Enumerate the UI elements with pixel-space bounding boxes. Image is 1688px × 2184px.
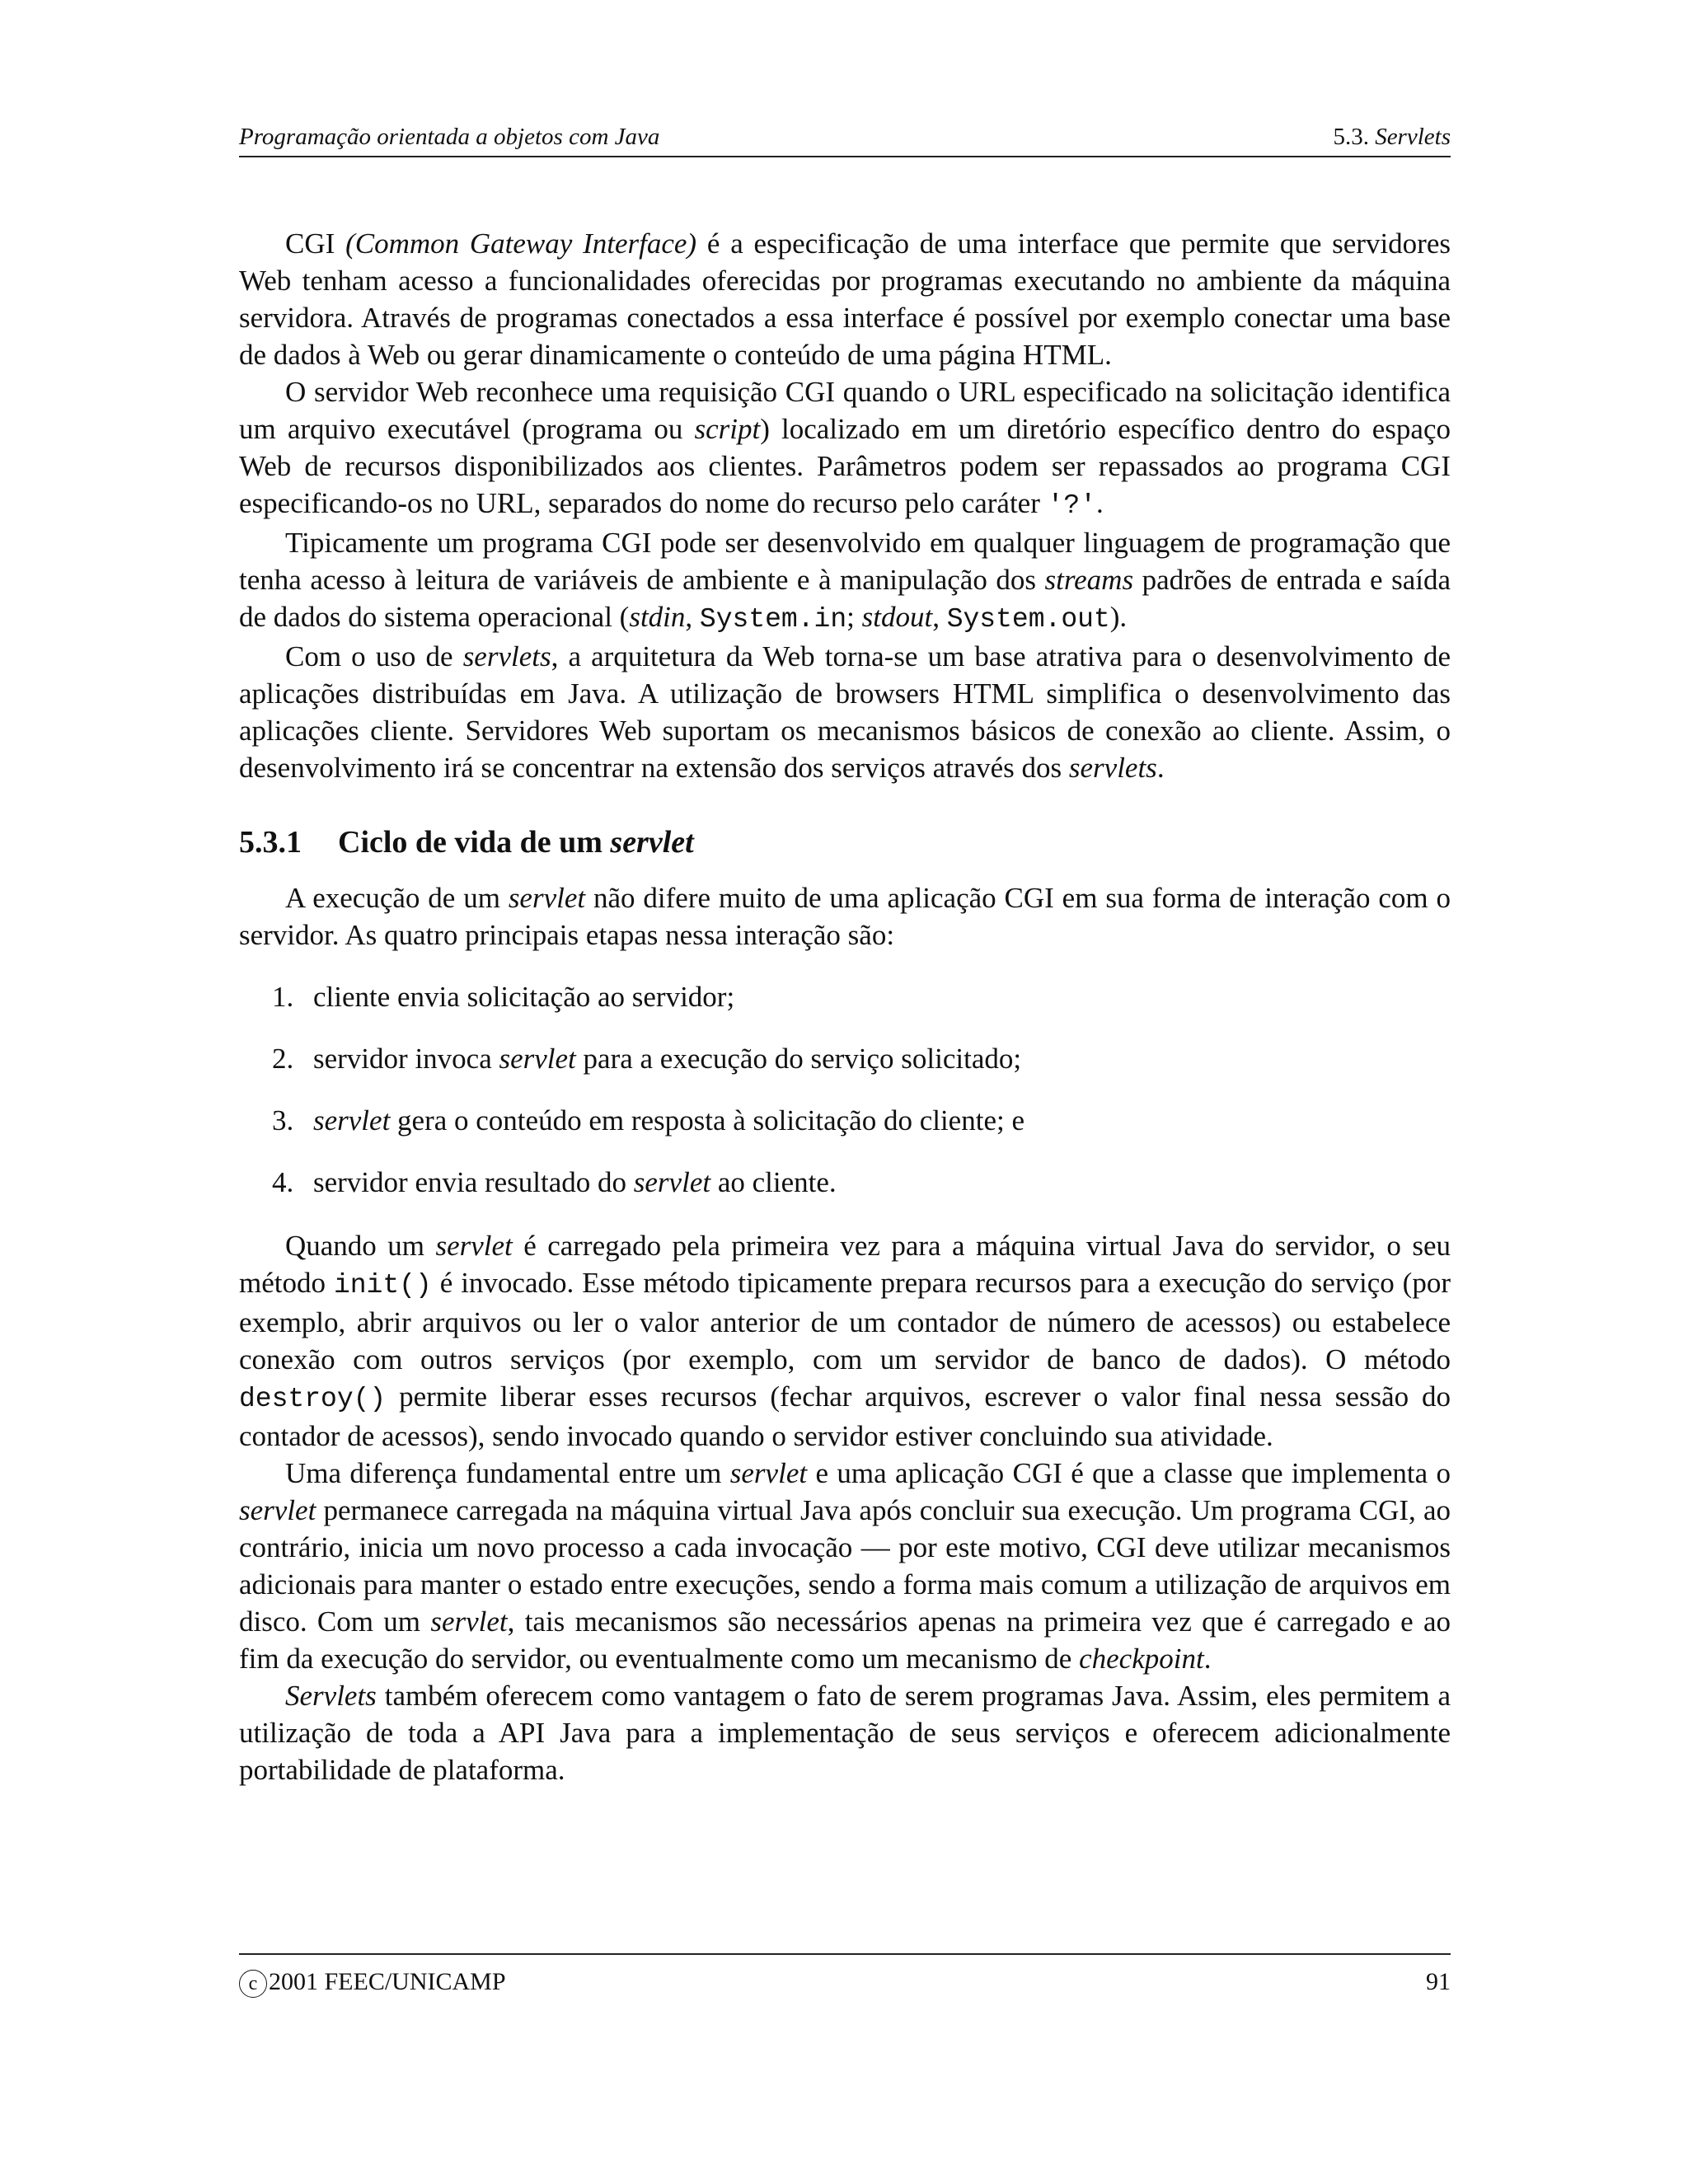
page-body xyxy=(239,225,1451,1788)
paragraph-cgi-request: O servidor Web reconhece uma requisição CGI quando o URL especificado na solicitação identifica um arquivo executável (programa ou script) localizado em um diretório específico dentro do espaço Web de recursos disponibilizados aos clientes. Parâmetros podem ser repassados ao programa CGI especificando-os no URL, separados do nome do recurso pelo caráter '?'. xyxy=(239,376,1451,521)
paragraph-servlet-advantages: Servlets também oferecem como vantagem o fato de serem programas Java. Assim, eles permitem a utilização de toda a API Java para a implementação de seus serviços e oferecem adicionalmente portabilidade de plataforma. xyxy=(239,1680,1451,1786)
book-title: Programação orientada a objetos com Java xyxy=(239,124,660,150)
section-number: 5.3. xyxy=(1333,124,1369,150)
page-number: 91 xyxy=(1426,1968,1451,1995)
copyright-icon: c xyxy=(239,1970,267,1998)
list-item: 2. servidor invoca servlet para a execução do serviço solicitado; xyxy=(272,1043,1022,1075)
paragraph-servlet-vs-cgi: Uma diferença fundamental entre um servlet e uma aplicação CGI é que a classe que implementa o servlet permanece carregada na máquina virtual Java após concluir sua execução. Um programa CGI, ao contrário, inicia um novo processo a cada invocação — por este motivo, CGI deve utilizar mecanismos adicionais para manter o estado entre execuções, sendo a forma mais comum a utilização de arquivos em disco. Com um servlet, tais mecanismos são necessários apenas na primeira vez que é carregado e ao fim da execução do servidor, ou eventualmente como um mecanismo de checkpoint. xyxy=(239,1457,1451,1675)
running-header xyxy=(239,124,1451,157)
page-footer xyxy=(239,1953,1451,1998)
paragraph-servlets-architecture: Com o uso de servlets, a arquitetura da Web torna-se um base atrativa para o desenvolvimento de aplicações distribuídas em Java. A utilização de browsers HTML simplifica o desenvolvimento das aplicações cliente. Servidores Web suportam os mecanismos básicos de conexão ao cliente. Assim, o desenvolvimento irá se concentrar na extensão dos serviços através dos servlets. xyxy=(239,640,1451,784)
section-heading-number: 5.3.1 xyxy=(239,825,302,860)
section-indicator xyxy=(1333,124,1451,151)
list-item: 1. cliente envia solicitação ao servidor; xyxy=(272,981,735,1013)
paragraph-init-destroy: Quando um servlet é carregado pela primeira vez para a máquina virtual Java do servidor, o seu método init() é invocado. Esse método tipicamente prepara recursos para a execução do serviço (por exemplo, abrir arquivos ou ler o valor anterior de um contador de número de acessos) ou estabelece conexão com outros serviços (por exemplo, com um servidor de banco de dados). O método destroy() permite liberar esses recursos (fechar arquivos, escrever o valor final nessa sessão do contador de acessos), sendo invocado quando o servidor estiver concluindo sua atividade. xyxy=(239,1230,1451,1452)
section-name: Servlets xyxy=(1375,124,1451,150)
list-item: 4. servidor envia resultado do servlet ao cliente. xyxy=(272,1166,837,1198)
section-heading-emphasis: servlet xyxy=(610,825,694,860)
paragraph-cgi-definition: CGI (Common Gateway Interface) é a especificação de uma interface que permite que servidores Web tenham acesso a funcionalidades oferecidas por programas executando no ambiente da máquina servidora. Através de programas conectados a essa interface é possível por exemplo conectar uma base de dados à Web ou gerar dinamicamente o conteúdo de uma página HTML. xyxy=(239,227,1451,371)
copyright-notice xyxy=(239,1968,506,1998)
section-heading xyxy=(239,824,1451,861)
section-heading-title: Ciclo de vida de um xyxy=(338,825,611,860)
list-item: 3. servlet gera o conteúdo em resposta à solicitação do cliente; e xyxy=(272,1104,1025,1137)
paragraph-servlet-execution: A execução de um servlet não difere muito de uma aplicação CGI em sua forma de interação com o servidor. As quatro principais etapas nessa interação são: xyxy=(239,882,1451,951)
interaction-steps-list xyxy=(239,978,1451,1201)
paragraph-cgi-language: Tipicamente um programa CGI pode ser desenvolvido em qualquer linguagem de programação que tenha acesso à leitura de variáveis de ambiente e à manipulação dos streams padrões de entrada e saída de dados do sistema operacional (stdin, System.in; stdout, System.out). xyxy=(239,527,1451,635)
copyright-text: 2001 FEEC/UNICAMP xyxy=(269,1968,506,1995)
